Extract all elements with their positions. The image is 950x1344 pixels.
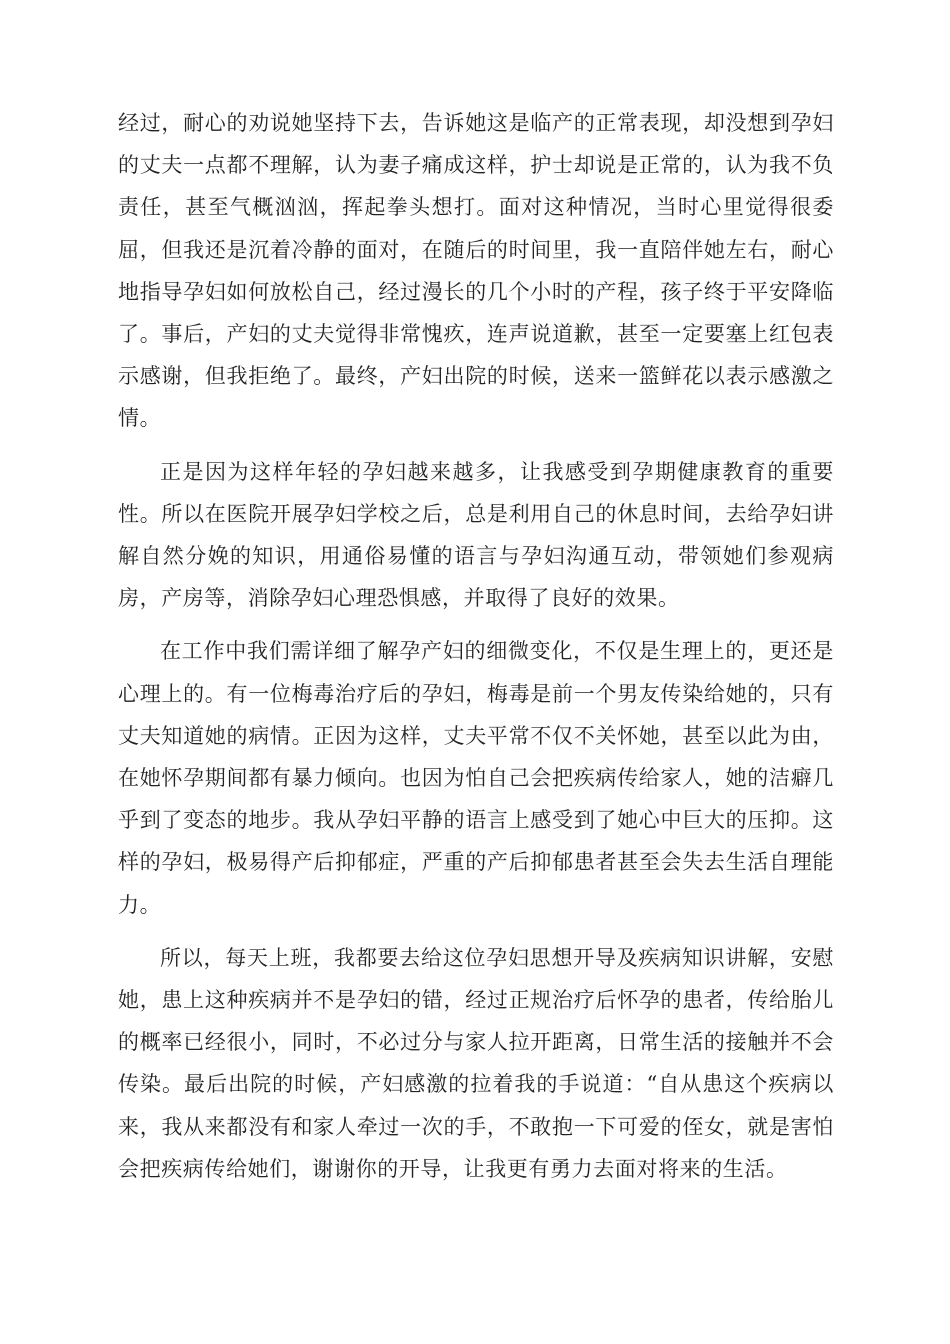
paragraph-2: 正是因为这样年轻的孕妇越来越多，让我感受到孕期健康教育的重要性。所以在医院开展孕妇学校之后，总是利用自己的休息时间，去给孕妇讲解自然分娩的知识，用通俗易懂的语言与孕妇沟通互动，带领她们参观病房，产房等，消除孕妇心理恐惧感，并取得了良好的效果。 — [118, 459, 834, 611]
document-body — [118, 102, 834, 1190]
paragraph-3: 在工作中我们需详细了解孕产妇的细微变化，不仅是生理上的，更还是心理上的。有一位梅毒治疗后的孕妇，梅毒是前一个男友传染给她的，只有丈夫知道她的病情。正因为这样，丈夫平常不仅不关怀她，甚至以此为由，在她怀孕期间都有暴力倾向。也因为怕自己会把疾病传给家人，她的洁癖几乎到了变态的地步。我从孕妇平静的语言上感受到了她心中巨大的压抑。这样的孕妇，极易得产后抑郁症，严重的产后抑郁患者甚至会失去生活自理能力。 — [118, 639, 834, 917]
paragraph-4: 所以，每天上班，我都要去给这位孕妇思想开导及疾病知识讲解，安慰她，患上这种疾病并不是孕妇的错，经过正规治疗后怀孕的患者，传给胎儿的概率已经很小，同时，不必过分与家人拉开距离，日常生活的接触并不会传染。最后出院的时候，产妇感激的拉着我的手说道：“自从患这个疾病以来，我从来都没有和家人牵过一次的手，不敢抱一下可爱的侄女，就是害怕会把疾病传给她们，谢谢你的开导，让我更有勇力去面对将来的生活。 — [118, 945, 834, 1181]
paragraph-1: 经过，耐心的劝说她坚持下去，告诉她这是临产的正常表现，却没想到孕妇的丈夫一点都不理解，认为妻子痛成这样，护士却说是正常的，认为我不负责任，甚至气概汹汹，挥起拳头想打。面对这种情况，当时心里觉得很委屈，但我还是沉着冷静的面对，在随后的时间里，我一直陪伴她左右，耐心地指导孕妇如何放松自己，经过漫长的几个小时的产程，孩子终于平安降临了。事后，产妇的丈夫觉得非常愧疚，连声说道歉，甚至一定要塞上红包表示感谢，但我拒绝了。最终，产妇出院的时候，送来一篮鲜花以表示感激之情。 — [118, 111, 834, 431]
